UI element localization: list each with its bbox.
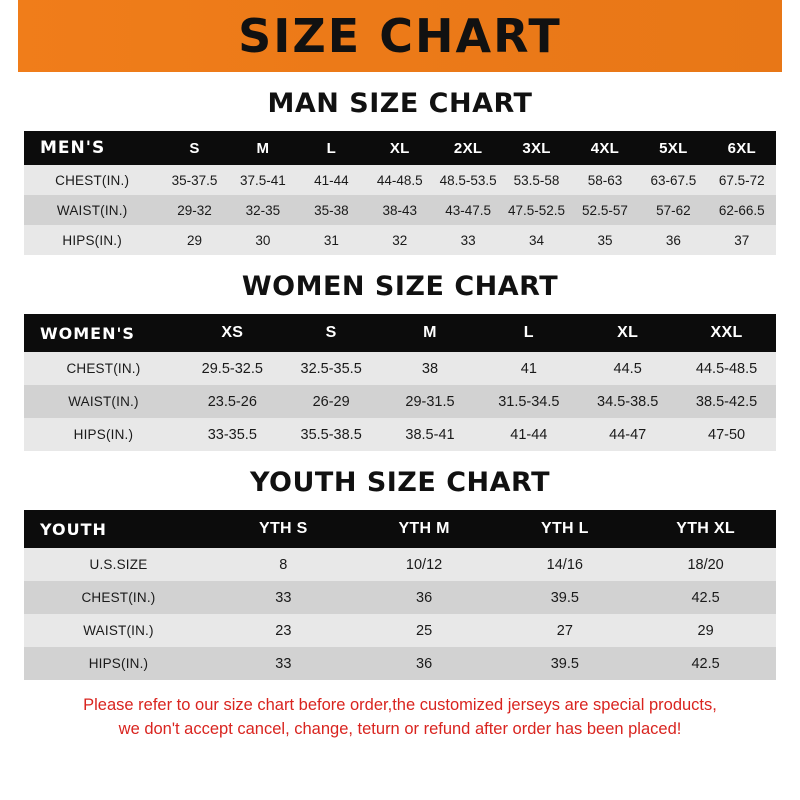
section-title-men: MAN SIZE CHART	[267, 88, 533, 119]
men-row0-c4: 48.5-53.5	[439, 172, 497, 188]
women-row2-label: HIPS(IN.)	[73, 427, 134, 442]
women-row1-c5: 38.5-42.5	[695, 393, 758, 410]
table-women-head	[24, 314, 776, 352]
table-row	[24, 548, 776, 581]
youth-col-2: YTH L	[540, 520, 589, 537]
men-row0-label: CHEST(IN.)	[55, 172, 130, 188]
youth-col-3: YTH XL	[676, 520, 735, 537]
youth-row1-c2: 39.5	[550, 589, 579, 606]
women-col-2: M	[423, 324, 437, 341]
men-row2-c0: 29	[187, 232, 203, 248]
women-row2-c2: 38.5-41	[405, 426, 455, 443]
youth-row1-label: CHEST(IN.)	[81, 590, 156, 605]
women-row2-c0: 33-35.5	[207, 426, 257, 443]
footer-note	[24, 694, 776, 742]
table-youth	[24, 510, 776, 680]
women-col-1: S	[325, 324, 337, 341]
men-row0-c2: 41-44	[314, 172, 349, 188]
table-men	[24, 131, 776, 255]
youth-row3-c2: 39.5	[550, 655, 579, 672]
women-row1-c0: 23.5-26	[207, 393, 257, 410]
table-men-body	[24, 165, 776, 255]
men-col-6: 4XL	[590, 139, 620, 157]
men-row0-c7: 63-67.5	[650, 172, 697, 188]
women-row1-c1: 26-29	[312, 393, 350, 410]
table-row	[24, 385, 776, 418]
youth-row2-c3: 29	[697, 622, 714, 639]
youth-row0-label: U.S.SIZE	[89, 557, 148, 572]
men-row1-c3: 38-43	[382, 202, 417, 218]
men-row0-c3: 44-48.5	[376, 172, 423, 188]
men-row0-c5: 53.5-58	[513, 172, 560, 188]
youth-row0-c2: 14/16	[546, 556, 583, 573]
youth-row2-label: WAIST(IN.)	[83, 623, 154, 638]
women-header-label: WOMEN'S	[40, 323, 135, 343]
footer-line-1: Please refer to our size chart before order,the customized jerseys are special products,	[83, 696, 717, 714]
men-header-label: MEN'S	[40, 138, 106, 158]
section-women	[24, 271, 776, 451]
table-women	[24, 314, 776, 451]
women-row2-c1: 35.5-38.5	[300, 426, 362, 443]
youth-row1-c3: 42.5	[691, 589, 720, 606]
men-row2-c6: 35	[597, 232, 613, 248]
men-row2-c2: 31	[323, 232, 339, 248]
page-title: SIZE CHART	[238, 9, 562, 63]
youth-row0-c0: 8	[279, 556, 288, 573]
table-row	[24, 352, 776, 385]
table-row	[24, 165, 776, 195]
men-row0-c1: 37.5-41	[240, 172, 286, 188]
women-row0-c1: 32.5-35.5	[300, 360, 362, 377]
women-col-3: L	[523, 324, 534, 341]
men-col-0: S	[189, 139, 200, 157]
men-row0-c6: 58-63	[587, 172, 623, 188]
table-row	[24, 195, 776, 225]
women-row2-c3: 41-44	[510, 426, 548, 443]
men-row1-c5: 47.5-52.5	[508, 202, 566, 218]
men-row2-c8: 37	[734, 232, 750, 248]
section-youth	[24, 467, 776, 680]
men-row1-label: WAIST(IN.)	[56, 202, 128, 218]
men-col-5: 3XL	[522, 139, 551, 157]
table-row	[24, 131, 776, 165]
men-row2-label: HIPS(IN.)	[62, 232, 122, 248]
table-row	[24, 614, 776, 647]
table-men-head	[24, 131, 776, 165]
men-row0-c8: 67.5-72	[718, 172, 765, 188]
table-women-body	[24, 352, 776, 451]
content-area	[0, 88, 800, 742]
women-col-5: XXL	[710, 324, 743, 341]
women-row0-c4: 44.5	[613, 360, 642, 377]
men-row2-c7: 36	[665, 232, 681, 248]
youth-row3-label: HIPS(IN.)	[88, 656, 149, 671]
youth-header-label: YOUTH	[40, 519, 107, 539]
women-row0-c5: 44.5-48.5	[695, 360, 758, 377]
men-col-4: 2XL	[453, 139, 483, 157]
youth-row2-c2: 27	[556, 622, 573, 639]
men-col-2: L	[326, 139, 337, 157]
table-row	[24, 647, 776, 680]
men-col-3: XL	[389, 139, 410, 157]
men-row1-c0: 29-32	[177, 202, 212, 218]
men-row1-c8: 62-66.5	[718, 202, 765, 218]
youth-row3-c1: 36	[416, 655, 433, 672]
men-row0-c0: 35-37.5	[171, 172, 218, 188]
table-row	[24, 225, 776, 255]
men-col-7: 5XL	[659, 139, 688, 157]
table-row	[24, 510, 776, 548]
footer-line-2: we don't accept cancel, change, teturn or refund after order has been placed!	[118, 719, 682, 738]
men-row1-c2: 35-38	[314, 202, 349, 218]
youth-col-1: YTH M	[398, 520, 450, 537]
youth-row1-c1: 36	[416, 589, 433, 606]
women-row0-c0: 29.5-32.5	[201, 360, 263, 377]
youth-col-0: YTH S	[259, 520, 308, 537]
section-men	[24, 88, 776, 255]
table-row	[24, 581, 776, 614]
men-row2-c4: 33	[460, 232, 476, 248]
women-col-4: XL	[617, 324, 639, 341]
women-row1-c4: 34.5-38.5	[597, 393, 659, 410]
women-row0-c2: 38	[421, 360, 439, 377]
women-col-0: XS	[221, 324, 244, 341]
youth-row1-c0: 33	[275, 589, 292, 606]
men-row1-c4: 43-47.5	[445, 202, 492, 218]
section-title-women: WOMEN SIZE CHART	[241, 271, 559, 302]
table-youth-body	[24, 548, 776, 680]
men-col-8: 6XL	[727, 139, 756, 157]
youth-row3-c3: 42.5	[691, 655, 720, 672]
table-row	[24, 314, 776, 352]
men-row1-c1: 32-35	[245, 202, 281, 218]
youth-row2-c0: 23	[275, 622, 292, 639]
women-row0-label: CHEST(IN.)	[66, 361, 141, 376]
men-row2-c1: 30	[255, 232, 271, 248]
men-row2-c5: 34	[529, 232, 545, 248]
men-row1-c6: 52.5-57	[582, 202, 628, 218]
table-youth-head	[24, 510, 776, 548]
youth-row0-c1: 10/12	[405, 556, 443, 573]
youth-row0-c3: 18/20	[687, 556, 724, 573]
women-row0-c3: 41	[520, 360, 537, 377]
youth-row3-c0: 33	[275, 655, 292, 672]
women-row1-c3: 31.5-34.5	[498, 393, 560, 410]
section-title-youth: YOUTH SIZE CHART	[249, 467, 551, 498]
men-row2-c3: 32	[392, 232, 408, 248]
table-row	[24, 418, 776, 451]
women-row1-label: WAIST(IN.)	[68, 394, 139, 409]
youth-row2-c1: 25	[416, 622, 433, 639]
women-row2-c4: 44-47	[609, 426, 647, 443]
men-col-1: M	[256, 139, 270, 157]
women-row1-c2: 29-31.5	[405, 393, 455, 410]
header-banner	[0, 0, 800, 72]
men-row1-c7: 57-62	[656, 202, 691, 218]
women-row2-c5: 47-50	[708, 426, 746, 443]
